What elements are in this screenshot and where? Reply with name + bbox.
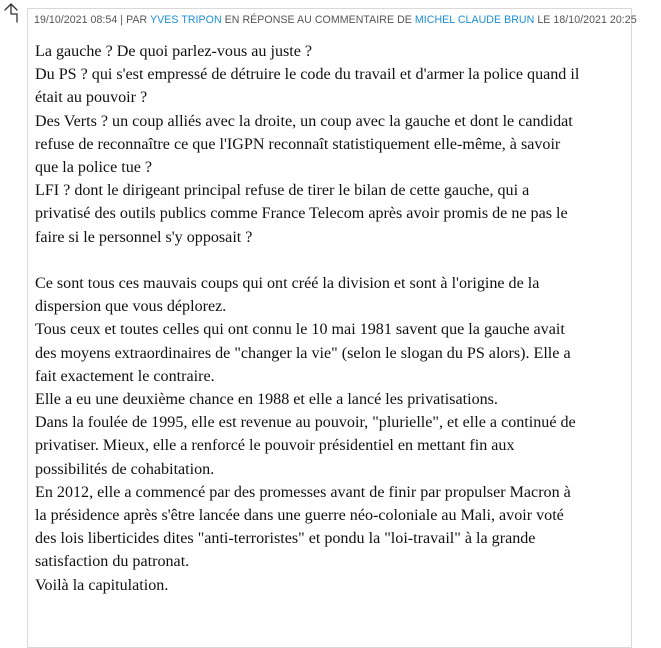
author-link[interactable]: YVES TRIPON <box>150 14 222 26</box>
comment-line: Elle a eu une deuxième chance en 1988 et elle a lancé les privatisations. <box>35 391 498 409</box>
meta-by-label: PAR <box>126 14 148 26</box>
comment-line: Tous ceux et toutes celles qui ont connu le 10 mai 1981 savent que la gauche avait <box>35 321 565 339</box>
comment-line: satisfaction du patronat. <box>35 553 190 571</box>
reply-to-date: 18/10/2021 20:25 <box>553 14 637 26</box>
reply-arrow-icon <box>2 3 20 23</box>
comment-line: des moyens extraordinaires de "changer la vie" (selon le slogan du PS alors). Elle a <box>35 344 571 362</box>
meta-de-label: DE <box>397 14 412 26</box>
comment-line: était au pouvoir ? <box>35 89 148 107</box>
meta-in-reply-label: EN RÉPONSE <box>224 14 295 26</box>
reply-to-comment-link[interactable]: AU COMMENTAIRE <box>297 14 395 26</box>
comment-line: que la police tue ? <box>35 159 153 177</box>
comment-line: dispersion que vous déplorez. <box>35 298 227 316</box>
comment-line: LFI ? dont le dirigeant principal refuse de tirer le bilan de cette gauche, qui a <box>35 182 530 200</box>
comment-line: possibilités de cohabitation. <box>35 460 215 478</box>
comment-line: Ce sont tous ces mauvais coups qui ont créé la division et sont à l'origine de la <box>35 275 540 293</box>
blank-line <box>35 249 630 272</box>
reply-to-author-link[interactable]: MICHEL CLAUDE BRUN <box>414 14 535 26</box>
comment-line: Des Verts ? un coup alliés avec la droite, un coup avec la gauche et dont le candidat <box>35 112 573 130</box>
comment-line: privatisé des outils publics comme France Telecom après avoir promis de ne pas le <box>35 205 568 223</box>
comment-line: Dans la foulée de 1995, elle est revenue au pouvoir, "plurielle", et elle a continué de <box>35 414 576 432</box>
comment-line: la présidence après s'être lancée dans une guerre néo-coloniale au Mali, avoir voté <box>35 507 564 525</box>
comment-line: des lois liberticides dites "anti-terroristes" et pondu la "loi-travail" à la grande <box>35 530 536 548</box>
meta-le-label: LE <box>537 14 551 26</box>
comment-line: Du PS ? qui s'est empressé de détruire le code du travail et d'armer la police quand il <box>35 66 580 84</box>
comment-line: La gauche ? De quoi parlez-vous au juste ? <box>35 43 313 60</box>
comment-line: fait exactement le contraire. <box>35 367 215 385</box>
comment-line: refuse de reconnaître ce que l'IGPN reconnaît statistiquement elle-même, à savoir <box>35 135 561 153</box>
meta-separator: | <box>120 14 124 26</box>
comment-line: Voilà la capitulation. <box>35 576 169 594</box>
comment-body <box>35 40 630 597</box>
comment-meta <box>34 14 637 26</box>
comment-line: privatiser. Mieux, elle a renforcé le pouvoir présidentiel en mettant fin aux <box>35 437 515 455</box>
comment-date: 19/10/2021 08:54 <box>34 14 118 26</box>
comment-line: faire si le personnel s'y opposait ? <box>35 228 253 246</box>
comment-line: En 2012, elle a commencé par des promesses avant de finir par propulser Macron à <box>35 483 571 501</box>
